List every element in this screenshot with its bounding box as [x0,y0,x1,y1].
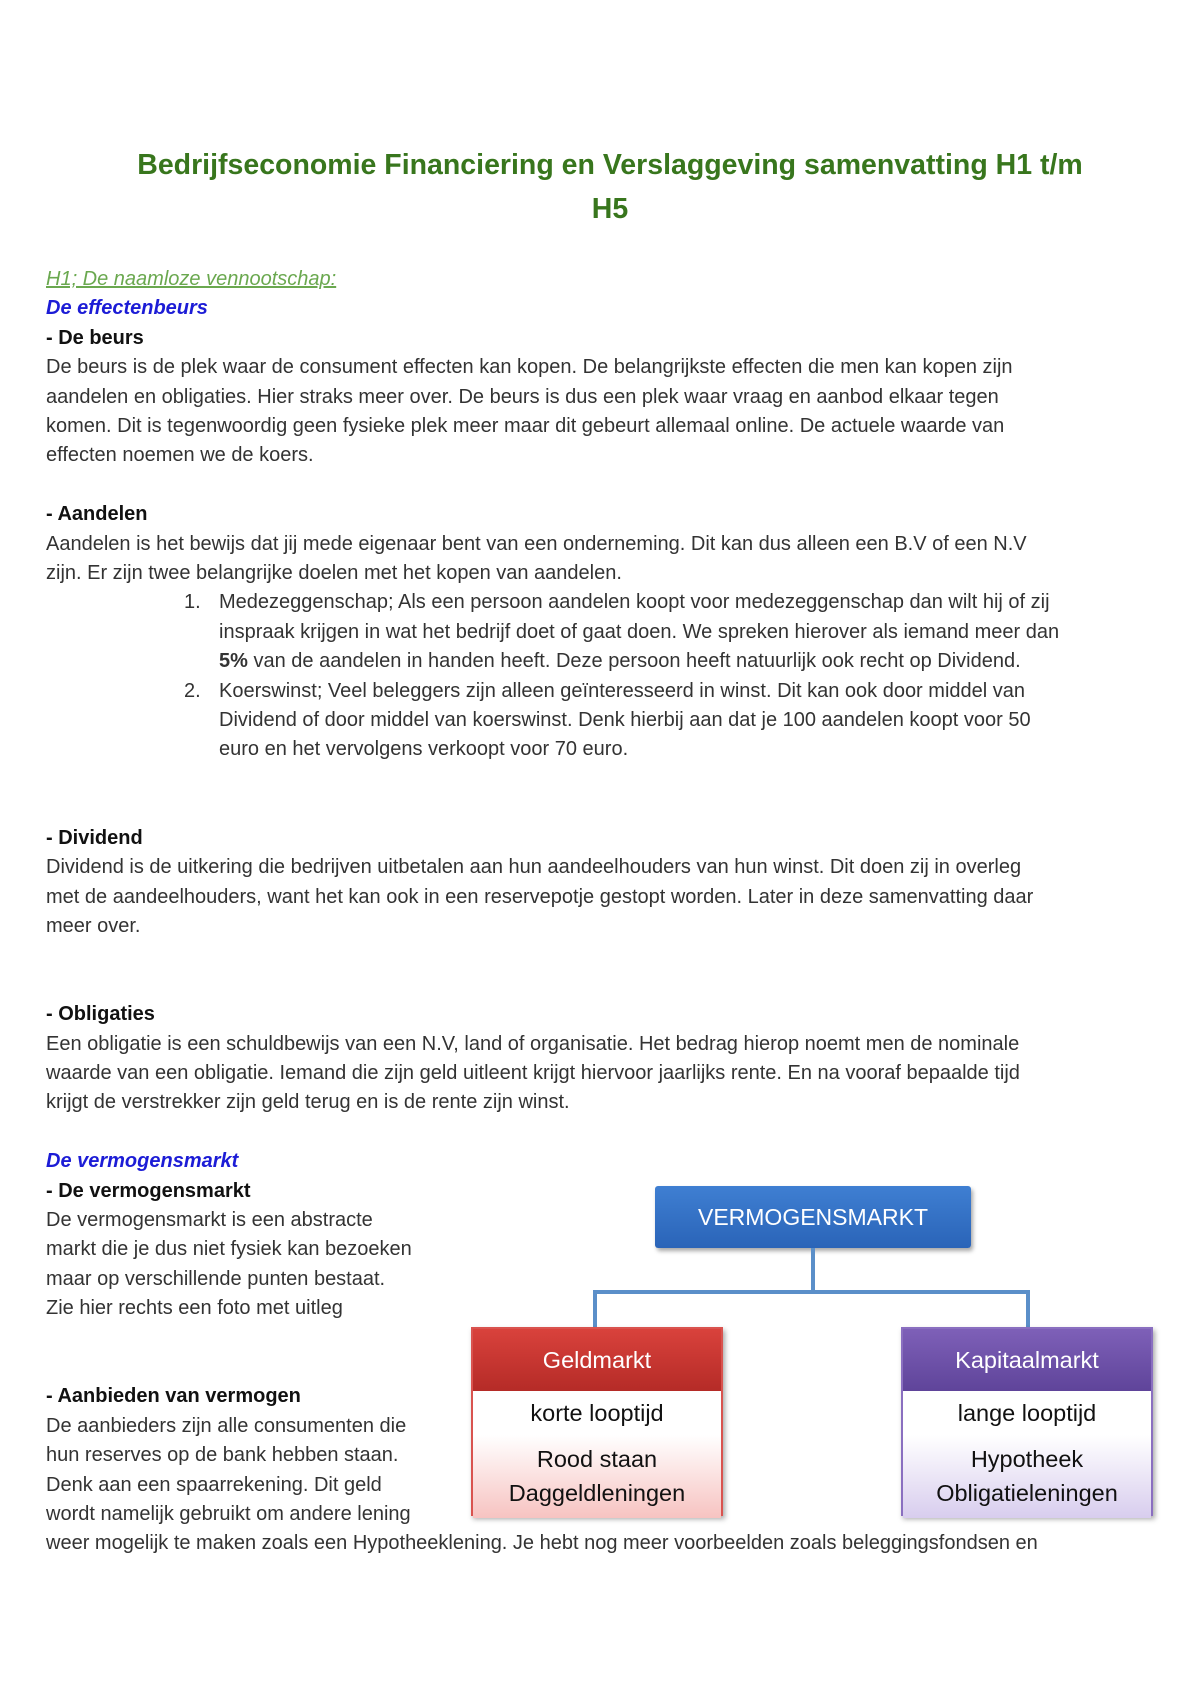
kapitaalmarkt-title: Kapitaalmarkt [903,1329,1151,1391]
dividend-line: Dividend is de uitkering die bedrijven uitbetalen aan hun aandeelhouders van hun winst. Dit doen zij in overleg [46,856,1022,879]
kapitaalmarkt-box [901,1327,1153,1516]
connector-line [1026,1290,1030,1327]
document-title [60,143,1160,231]
geldmarkt-example: Rood staan [536,1446,658,1472]
list-item-line: Medezeggenschap; Als een persoon aandelen koopt voor medezeggenschap dan wilt hij of zij [219,591,1050,614]
chapter-heading: H1; De naamloze vennootschap: [46,268,337,290]
kapitaalmarkt-term: lange looptijd [903,1391,1151,1435]
list-item [184,588,1166,676]
list-item-text: van de aandelen in handen heeft. Deze persoon heeft natuurlijk ook recht op Dividend. [247,650,1021,673]
title-line-1: Bedrijfseconomie Financiering en Verslaggeving samenvatting H1 t/m [137,149,1083,181]
section-heading-vermogensmarkt: De vermogensmarkt [46,1150,239,1173]
subheading-aanbieden: - Aanbieden van vermogen [46,1385,301,1408]
beurs-line: aandelen en obligaties. Hier straks meer over. De beurs is dus een plek waar vraag en aanbod elkaar tegen [46,385,999,408]
aanbieden-last-line: weer mogelijk te maken zoals een Hypotheeklening. Je hebt nog meer voorbeelden zoals beleggingsfondsen en [46,1532,1038,1555]
list-item-line [219,647,1166,676]
list-number: 2. [184,679,201,702]
subheading-obligaties: - Obligaties [46,1003,155,1026]
connector-line [811,1248,815,1292]
vermogensmarkt-line: markt die je dus niet fysiek kan bezoeken [46,1238,412,1261]
list-item-line: Dividend of door middel van koerswinst. Denk hierbij aan dat je 100 aandelen koopt voor 50 [219,709,1031,732]
obligaties-line: Een obligatie is een schuldbewijs van een N.V, land of organisatie. Het bedrag hierop noemt men de nominale [46,1032,1020,1055]
subheading-beurs: - De beurs [46,326,144,349]
aanbieden-line: wordt namelijk gebruikt om andere lening [46,1502,411,1525]
obligaties-line: waarde van een obligatie. Iemand die zijn geld uitleent krijgt hiervoor jaarlijks rente. En na vooraf bepaalde tijd [46,1061,1020,1084]
vermogensmarkt-text-column [46,1177,466,1530]
geldmarkt-example: Daggeldleningen [508,1480,686,1506]
title-line-2: H5 [591,193,629,225]
obligaties-line: krijgt de verstrekker zijn geld terug en is de rente zijn winst. [46,1091,570,1114]
subheading-dividend: - Dividend [46,826,143,849]
aanbieden-line: De aanbieders zijn alle consumenten die [46,1414,407,1437]
connector-line [593,1290,1030,1294]
list-item-line: Koerswinst; Veel beleggers zijn alleen geïnteresseerd in winst. Dit kan ook door middel van [219,679,1025,702]
dividend-line: met de aandeelhouders, want het kan ook in een reservepotje gestopt worden. Later in deze samenvatting daar [46,885,1034,908]
list-item-line: euro en het vervolgens verkoopt voor 70 euro. [219,738,629,761]
geldmarkt-title: Geldmarkt [473,1329,721,1391]
aandelen-goals-list [46,588,1166,764]
geldmarkt-term: korte looptijd [473,1391,721,1435]
vermogensmarkt-line: De vermogensmarkt is een abstracte [46,1208,373,1231]
geldmarkt-box [471,1327,723,1516]
bold-percentage: 5% [219,650,248,673]
section-heading-effectenbeurs: De effectenbeurs [46,297,208,320]
aanbieden-line: Denk aan een spaarrekening. Dit geld [46,1473,382,1496]
aandelen-line: Aandelen is het bewijs dat jij mede eigenaar bent van een onderneming. Dit kan dus alleen een B.V of een N.V [46,532,1027,555]
beurs-line: komen. Dit is tegenwoordig geen fysieke plek meer maar dit gebeurt allemaal online. De actuele waarde van [46,415,1005,438]
diagram-top-box: VERMOGENSMARKT [655,1186,971,1248]
subheading-aandelen: - Aandelen [46,503,148,526]
list-item [184,677,1166,765]
kapitaalmarkt-example: Obligatieleningen [936,1480,1118,1506]
list-item-line: inspraak krijgen in wat het bedrijf doet of gaat doen. We spreken hierover als iemand meer dan [219,620,1060,643]
connector-line [593,1290,597,1327]
kapitaalmarkt-example: Hypotheek [970,1446,1084,1472]
vermogensmarkt-line: maar op verschillende punten bestaat. [46,1267,386,1290]
beurs-line: De beurs is de plek waar de consument effecten kan kopen. De belangrijkste effecten die men kan kopen zijn [46,356,1013,379]
dividend-line: meer over. [46,914,141,937]
subheading-vermogensmarkt: - De vermogensmarkt [46,1179,251,1202]
vermogensmarkt-line: Zie hier rechts een foto met uitleg [46,1297,343,1320]
aandelen-line: zijn. Er zijn twee belangrijke doelen met het kopen van aandelen. [46,562,622,585]
beurs-line: effecten noemen we de koers. [46,444,314,467]
aanbieden-line: hun reserves op de bank hebben staan. [46,1444,399,1467]
kapitaalmarkt-examples [903,1435,1151,1518]
vermogensmarkt-diagram [468,1186,1158,1526]
list-number: 1. [184,591,201,614]
geldmarkt-examples [473,1435,721,1518]
